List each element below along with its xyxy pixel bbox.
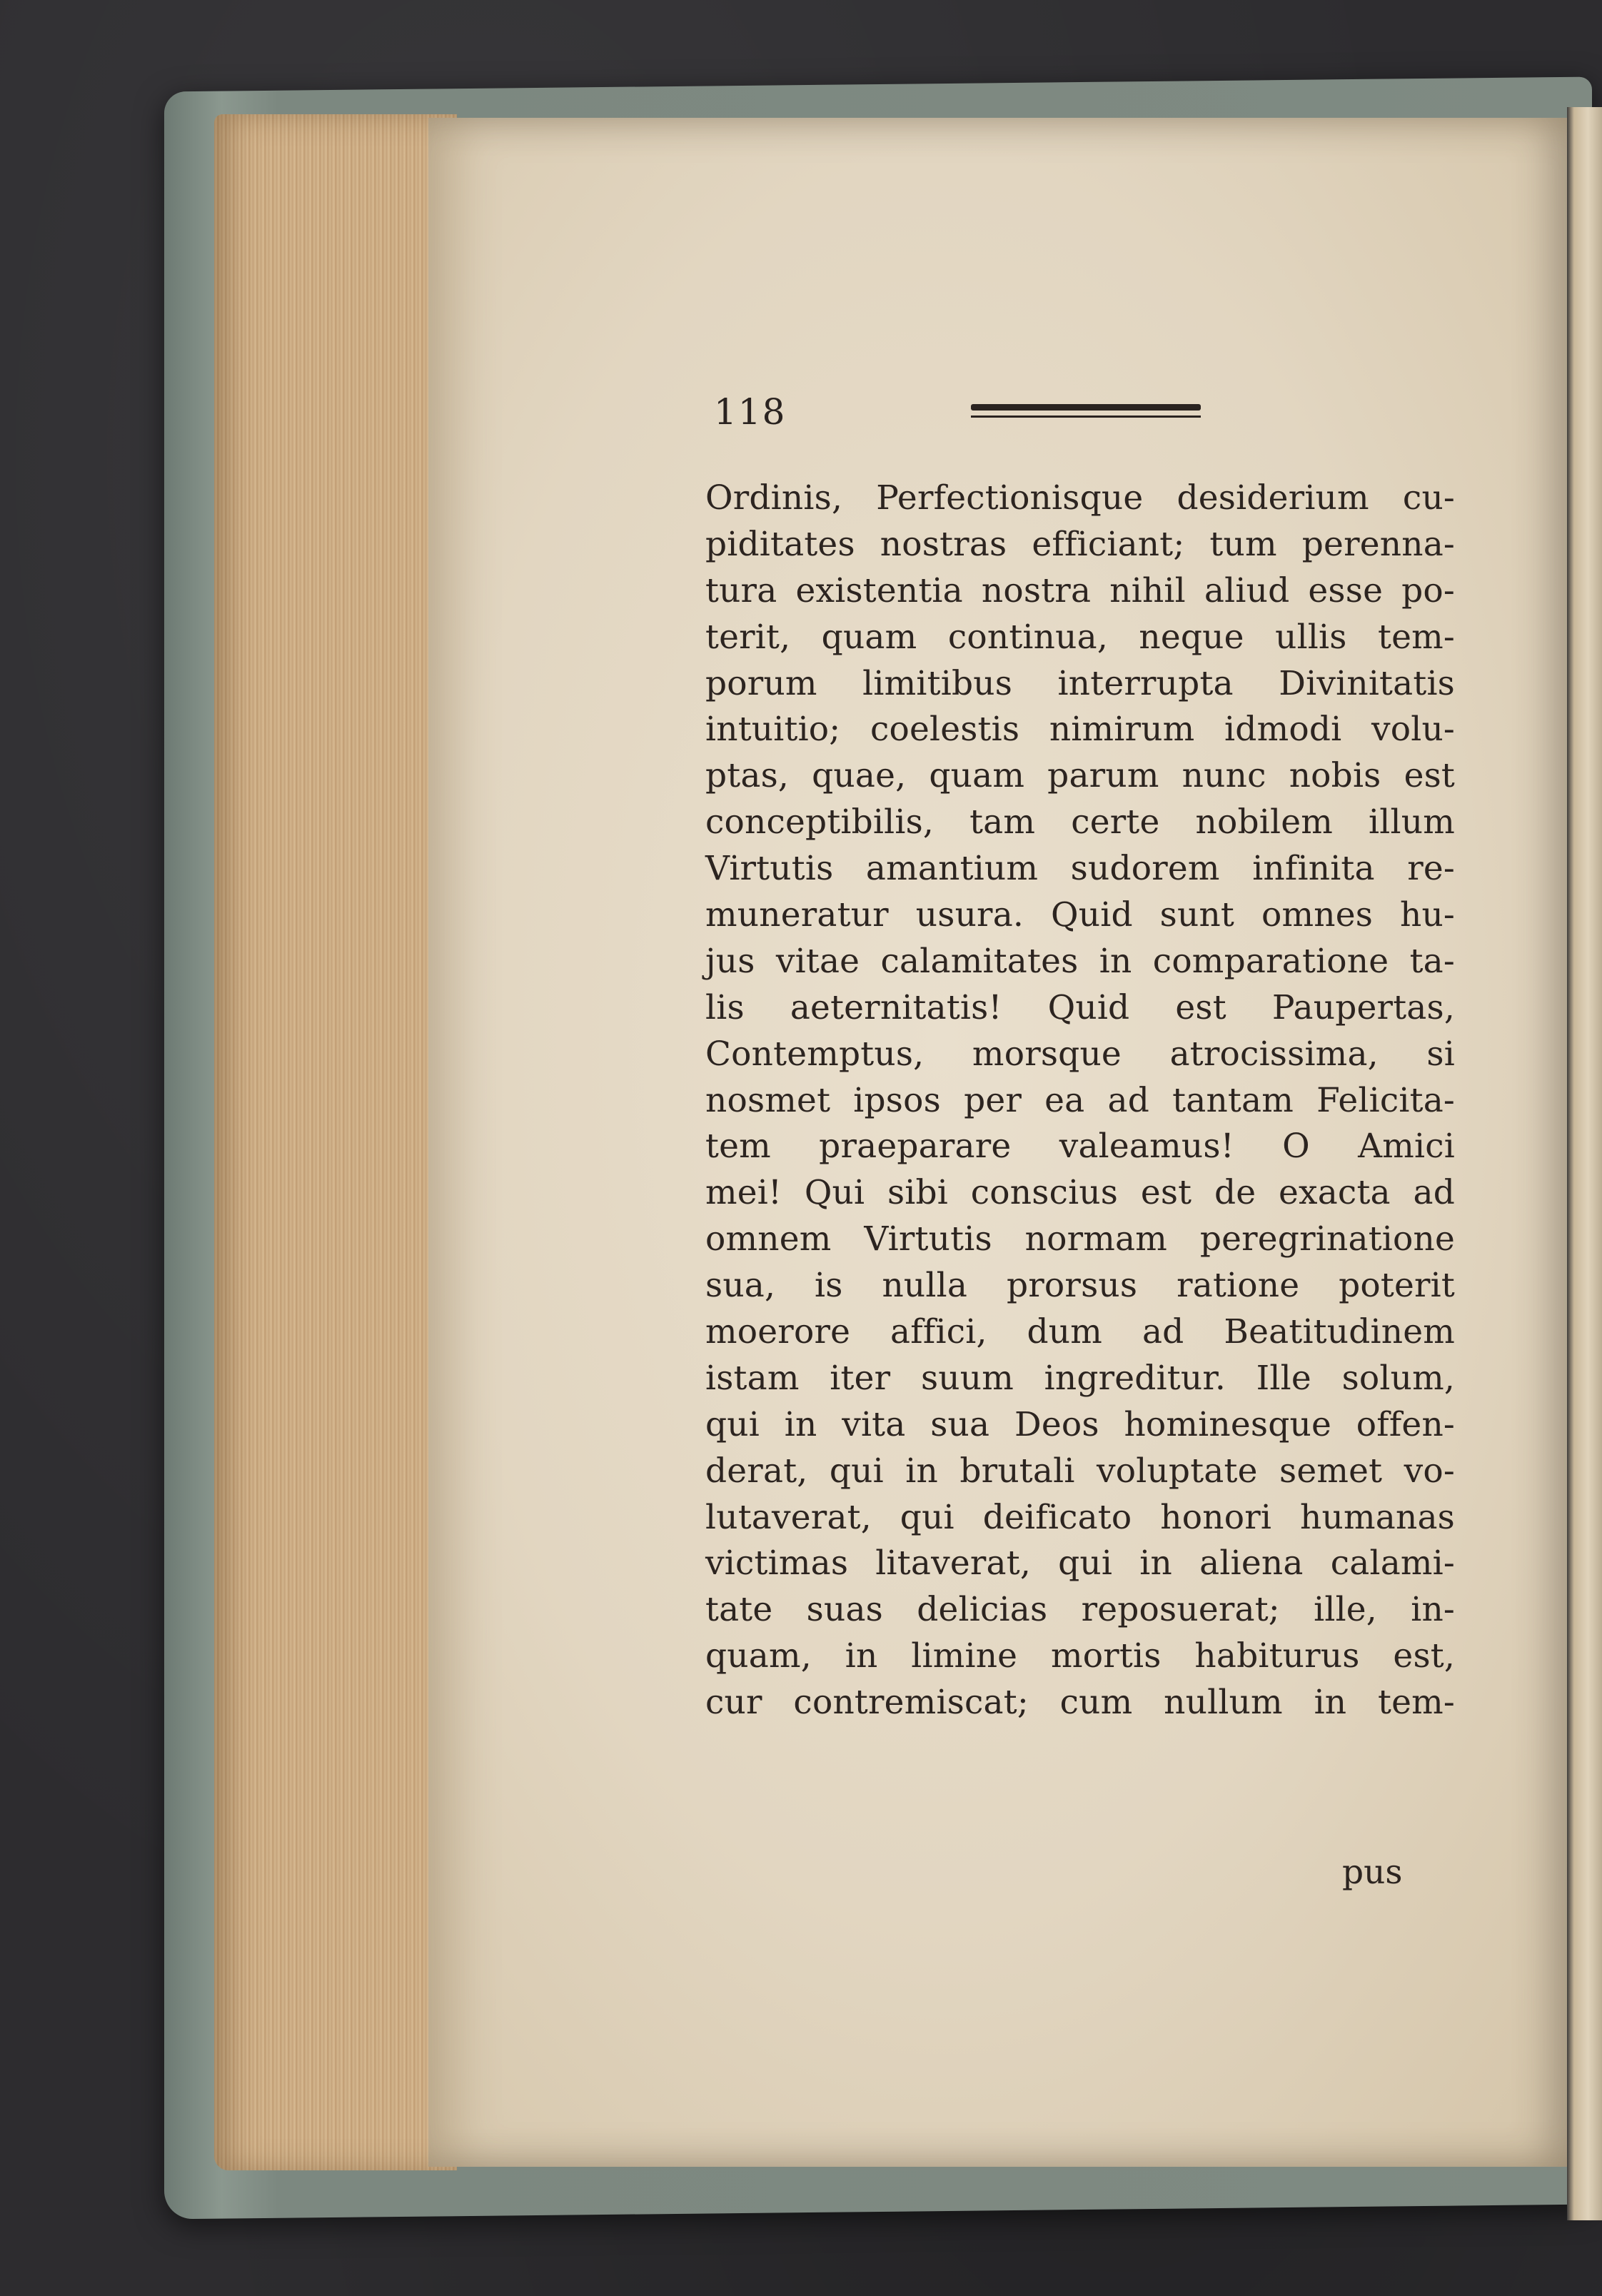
text-line: moerore affici, dum ad Beatitudinem	[705, 1312, 1455, 1352]
text-line: derat, qui in brutali voluptate semet vo-	[705, 1451, 1455, 1491]
text-line: muneratur usura. Quid sunt omnes hu-	[705, 895, 1455, 935]
text-line: sua, is nulla prorsus ratione poterit	[705, 1266, 1455, 1306]
text-line: tem praeparare valeamus! O Amici	[705, 1127, 1455, 1167]
text-line: tate suas delicias reposuerat; ille, in-	[705, 1590, 1455, 1630]
text-line: nosmet ipsos per ea ad tantam Felicita-	[705, 1080, 1455, 1120]
text-line: quam, in limine mortis habiturus est,	[705, 1636, 1455, 1676]
text-line: intuitio; coelestis nimirum idmodi volu-	[705, 710, 1455, 750]
text-line: victimas litaverat, qui in aliena calami-	[705, 1544, 1455, 1583]
page-header	[714, 391, 1471, 455]
text-line: conceptibilis, tam certe nobilem illum	[705, 802, 1455, 842]
text-line: mei! Qui sibi conscius est de exacta ad	[705, 1173, 1455, 1213]
header-rule-thin	[971, 416, 1201, 418]
text-line: ptas, quae, quam parum nunc nobis est	[705, 756, 1455, 796]
adjacent-page-edge	[1567, 107, 1602, 2220]
text-line: Virtutis amantium sudorem infinita re-	[705, 849, 1455, 889]
text-line: Ordinis, Perfectionisque desiderium cu-	[705, 478, 1455, 518]
text-line: Contemptus, morsque atrocissima, si	[705, 1034, 1455, 1074]
page-edges	[214, 114, 457, 2170]
text-line: terit, quam continua, neque ullis tem-	[705, 617, 1455, 657]
page-number: 118	[714, 391, 787, 433]
text-line: lis aeternitatis! Quid est Paupertas,	[705, 987, 1455, 1027]
header-rule	[971, 404, 1201, 411]
text-line: qui in vita sua Deos hominesque offen-	[705, 1404, 1455, 1444]
text-line: omnem Virtutis normam peregrinatione	[705, 1219, 1455, 1259]
text-line: porum limitibus interrupta Divinitatis	[705, 663, 1455, 703]
text-line: lutaverat, qui deificato honori humanas	[705, 1497, 1455, 1537]
text-line: tura existentia nostra nihil aliud esse po-	[705, 570, 1455, 610]
text-line: istam iter suum ingreditur. Ille solum,	[705, 1358, 1455, 1398]
body-text	[705, 475, 1455, 1726]
catchword: pus	[1342, 1853, 1403, 1892]
text-line: cur contremiscat; cum nullum in tem-	[705, 1683, 1455, 1723]
text-line: jus vitae calamitates in comparatione ta-	[705, 941, 1455, 981]
text-line: piditates nostras efficiant; tum perenna-	[705, 524, 1455, 564]
